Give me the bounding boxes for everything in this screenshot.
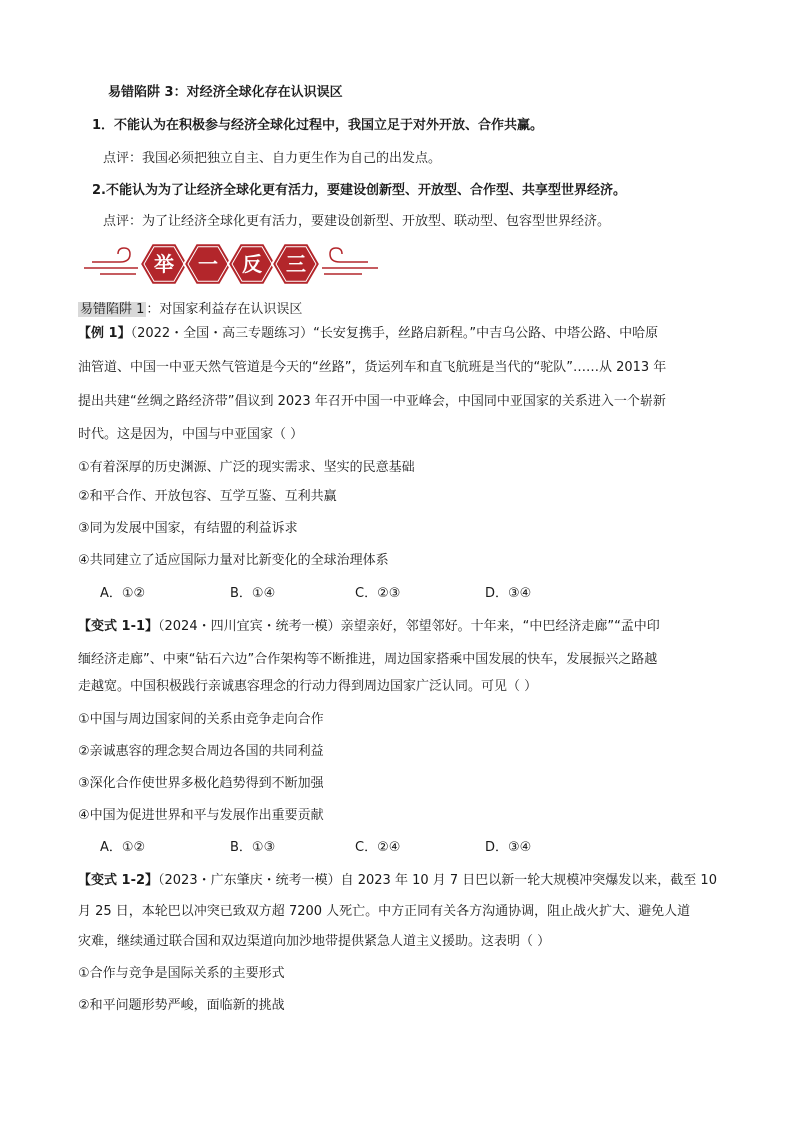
section-heading: 易错陷阱 3：对经济全球化存在认识误区 <box>108 85 343 100</box>
example1-statement-1: ①有着深厚的历史渊源、广泛的现实需求、坚实的民意基础 <box>78 460 415 475</box>
variant1-1-statement-4: ④中国为促进世界和平与发展作出重要贡献 <box>78 808 324 823</box>
variant1-1-label: 【变式 1-1】 <box>78 619 159 634</box>
variant1-1-line-1 <box>78 618 660 636</box>
example1-line-4: 时代。这是因为，中国与中亚国家（ ） <box>78 427 304 442</box>
example1-option-d: D．③④ <box>485 586 532 601</box>
banner-left-ornament <box>84 248 138 274</box>
banner-right-ornament <box>322 248 378 274</box>
example1-option-b: B．①④ <box>230 586 276 601</box>
variant1-1-line-3: 走越宽。中国积极践行亲诚惠容理念的行动力得到周边国家广泛认同。可见（ ） <box>78 679 538 694</box>
example1-line-2: 油管道、中国一中亚天然气管道是今天的“丝路”，货运列车和直飞航班是当代的“驼队”……从 2013 年 <box>78 360 667 375</box>
trap-comment-1: 点评：我国必须把独立自主、自力更生作为自己的出发点。 <box>103 151 442 166</box>
variant1-1-option-b: B．①③ <box>230 840 276 855</box>
variant1-2-statement-1: ①合作与竞争是国际关系的主要形式 <box>78 966 285 981</box>
variant1-1-option-d: D．③④ <box>485 840 532 855</box>
variant1-2-line-1 <box>78 872 717 890</box>
variant1-1-statement-2: ②亲诚惠容的理念契合周边各国的共同利益 <box>78 744 324 759</box>
example1-label: 【例 1】 <box>78 326 131 341</box>
variant1-1-text-1: （2024・四川宜宾・统考一模）亲望亲好，邻望邻好。十年来，“中巴经济走廊”“孟中印 <box>158 619 660 634</box>
banner-char: 三 <box>286 252 306 276</box>
example1-line-3: 提出共建“丝绸之路经济带”倡议到 2023 年召开中国一中亚峰会，中国同中亚国家的关系进入一个崭新 <box>78 394 666 409</box>
example1-statement-2: ②和平合作、开放包容、互学互鉴、互利共赢 <box>78 489 337 504</box>
trap-item-1: 1．不能认为在积极参与经济全球化过程中，我国立足于对外开放、合作共赢。 <box>92 118 544 133</box>
banner-char: 一 <box>198 252 218 276</box>
variant1-1-statement-3: ③深化合作使世界多极化趋势得到不断加强 <box>78 776 324 791</box>
variant1-2-label: 【变式 1-2】 <box>78 873 159 888</box>
example1-option-a: A．①② <box>100 586 146 601</box>
banner-graphic <box>80 238 380 288</box>
variant1-1-option-c: C．②④ <box>355 840 401 855</box>
variant1-1-statement-1: ①中国与周边国家间的关系由竞争走向合作 <box>78 712 324 727</box>
banner-char: 反 <box>242 252 262 276</box>
variant1-2-line-2: 月 25 日，本轮巴以冲突已致双方超 7200 人死亡。中方正同有关各方沟通协调，阻止战火扩大、避免人道 <box>78 904 691 919</box>
trap1-heading-prefix: 易错陷阱 1 <box>80 302 145 317</box>
variant1-1-option-a: A．①② <box>100 840 146 855</box>
variant1-2-line-3: 灾难，继续通过联合国和双边渠道向加沙地带提供紧急人道主义援助。这表明（ ） <box>78 934 551 949</box>
example1-statement-4: ④共同建立了适应国际力量对比新变化的全球治理体系 <box>78 553 389 568</box>
example1-line-1 <box>78 325 658 343</box>
trap1-heading-rest: ：对国家利益存在认识误区 <box>146 302 303 317</box>
variant1-2-statement-2: ②和平问题形势严峻，面临新的挑战 <box>78 998 285 1013</box>
variant1-2-text-1: （2023・广东肇庆・统考一模）自 2023 年 10 月 7 日巴以新一轮大规模冲突爆发以来，截至 10 <box>158 873 717 888</box>
trap-comment-2: 点评：为了让经济全球化更有活力，要建设创新型、开放型、联动型、包容型世界经济。 <box>103 214 611 229</box>
banner-char: 举 <box>154 252 174 276</box>
variant1-1-line-2: 缅经济走廊”、中柬“钻石六边”合作架构等不断推进，周边国家搭乘中国发展的快车，发展振兴之路越 <box>78 652 658 667</box>
example1-option-c: C．②③ <box>355 586 401 601</box>
trap-item-2: 2.不能认为为了让经济全球化更有活力，要建设创新型、开放型、合作型、共享型世界经济。 <box>92 183 626 198</box>
trap1-heading <box>78 301 302 319</box>
example1-statement-3: ③同为发展中国家，有结盟的利益诉求 <box>78 521 298 536</box>
example1-text-1: （2022・全国・高三专题练习）“长安复携手，丝路启新程。”中吉乌公路、中塔公路、中哈原 <box>130 326 659 341</box>
